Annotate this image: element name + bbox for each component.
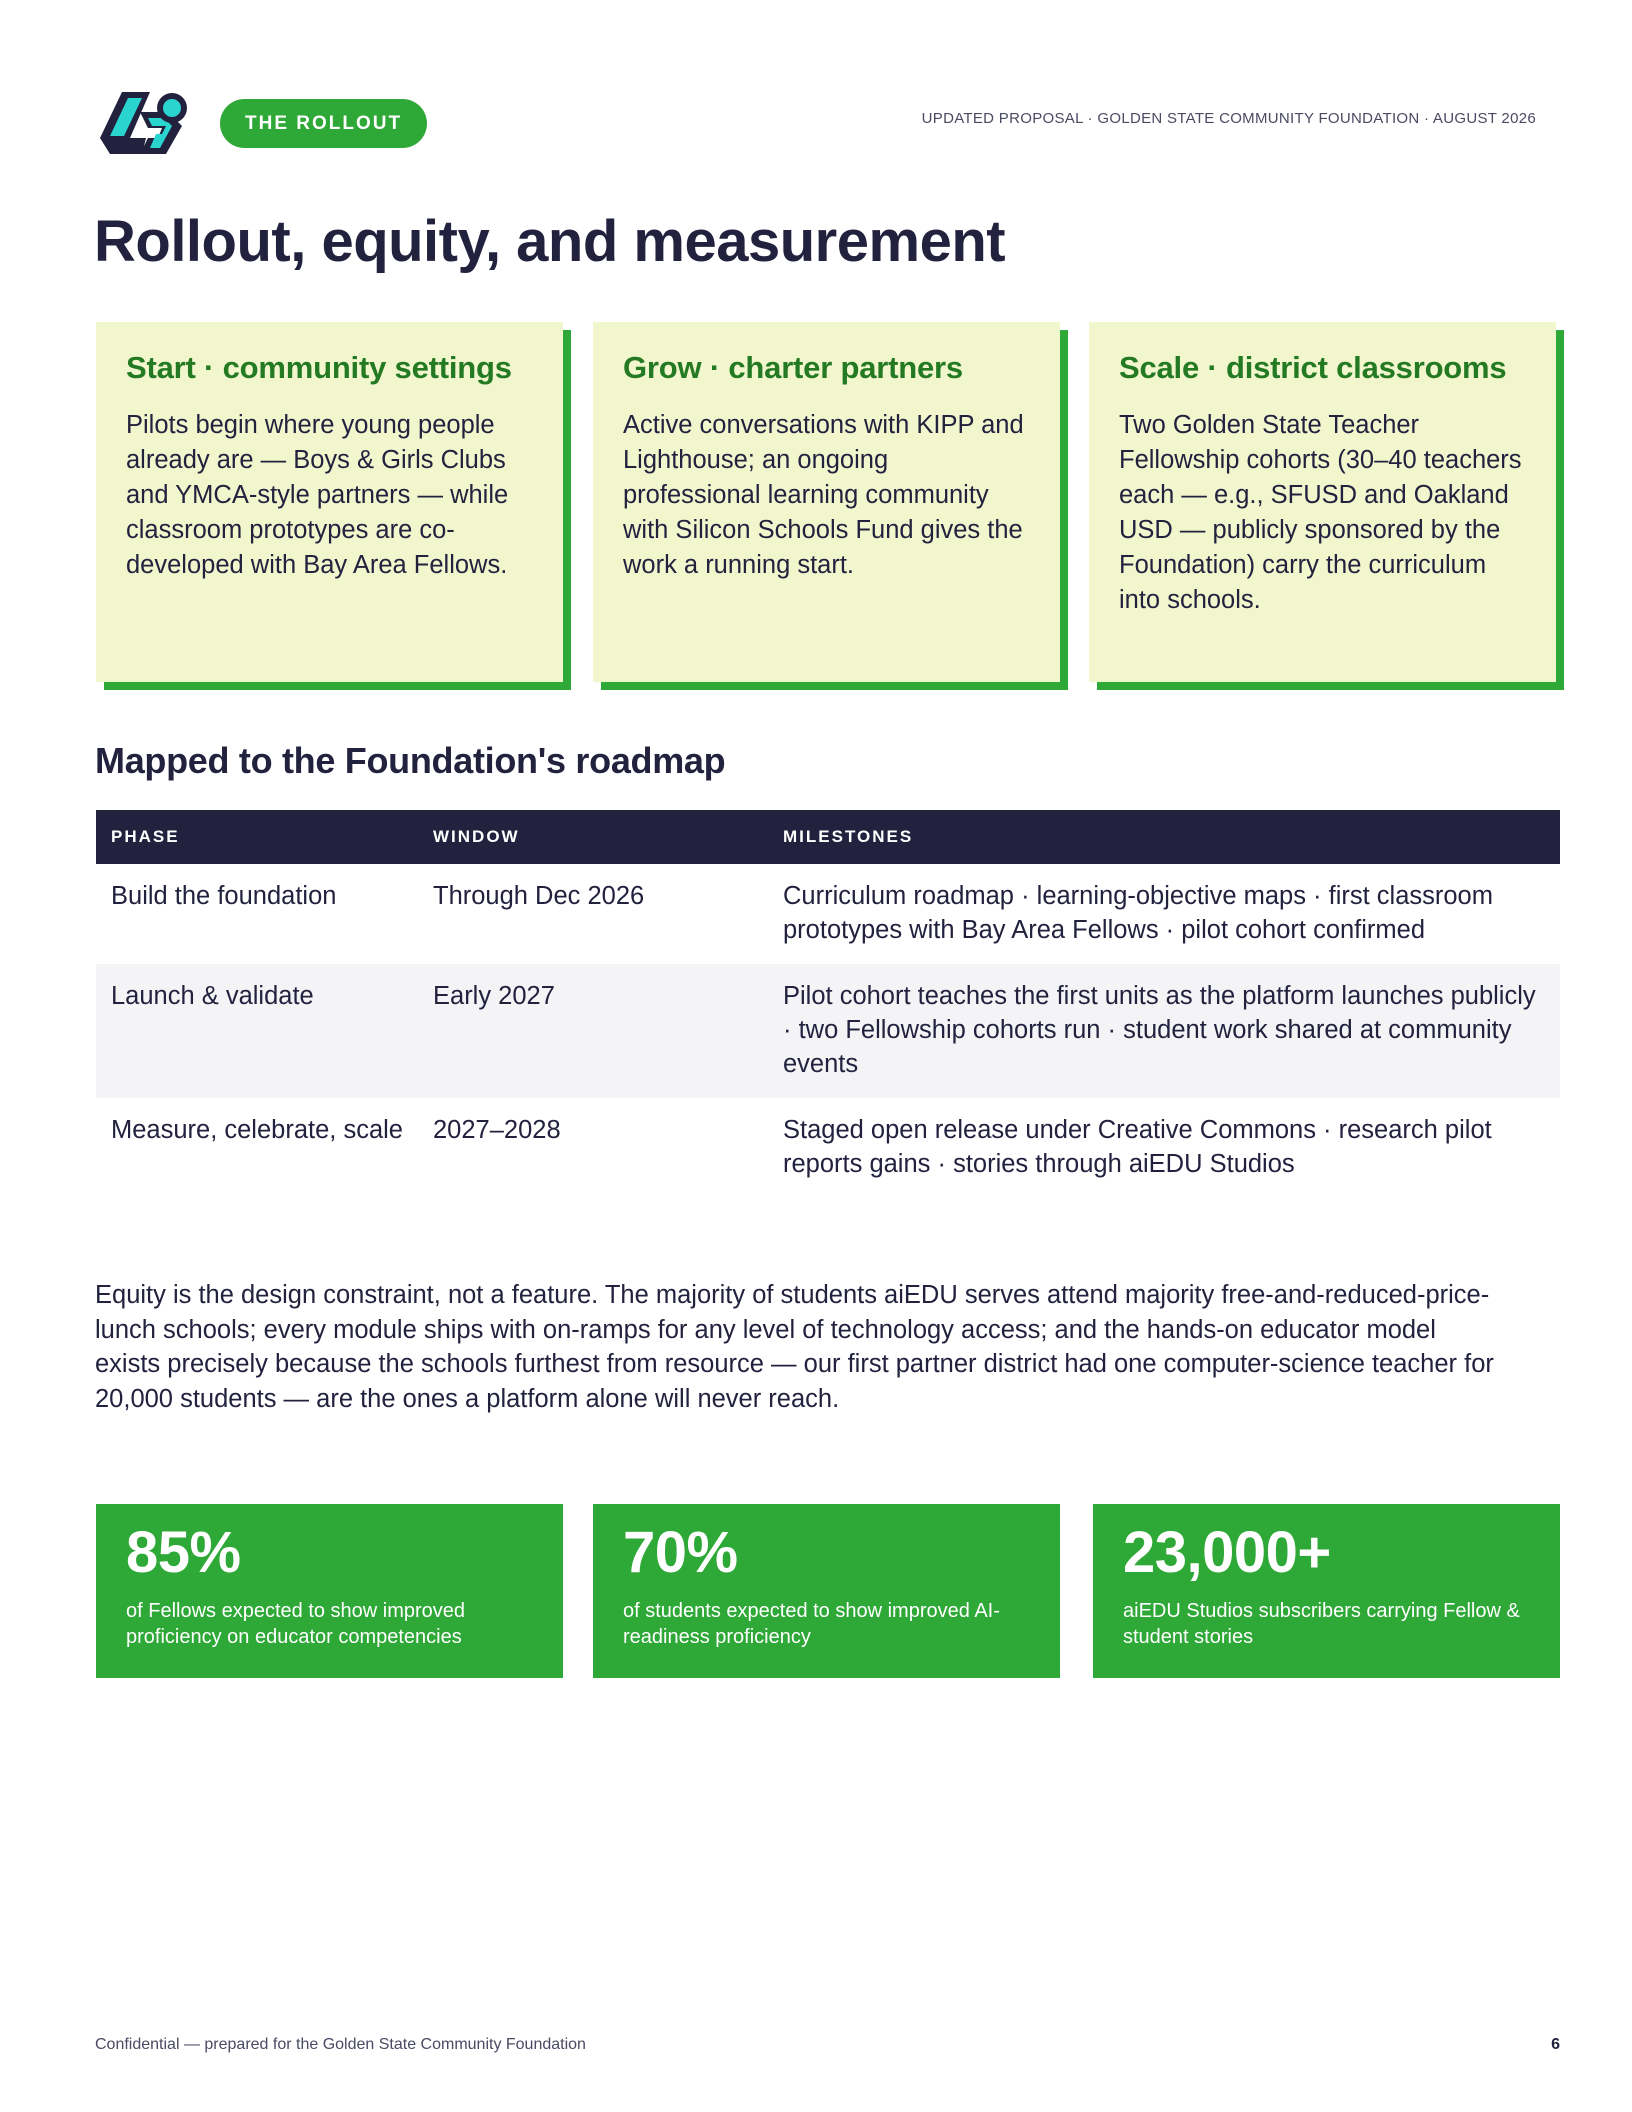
- stat-number: 23,000+: [1123, 1520, 1331, 1585]
- cell-phase: Launch & validate: [96, 964, 418, 1098]
- stat-number: 70%: [623, 1520, 738, 1585]
- card-body: Two Golden State Teacher Fellowship cohorts (30–40 teachers each — e.g., SFUSD and Oakland USD — publicly sponsored by the Foundation) carry the curriculum into schools.: [1119, 411, 1522, 614]
- card-heading: Grow · charter partners: [623, 350, 963, 385]
- stats-row: [96, 1504, 1560, 1678]
- card-scale: [1089, 322, 1556, 682]
- stat-label: of students expected to show improved AI-readiness proficiency: [623, 1600, 1000, 1648]
- table-row: [96, 864, 1560, 964]
- cell-window: Through Dec 2026: [433, 882, 645, 910]
- card-heading: Start · community settings: [126, 350, 512, 385]
- cell-milestones: Curriculum roadmap · learning-objective maps · first classroom prototypes with Bay Area Fellows · pilot cohort confirmed: [783, 882, 1493, 944]
- card-body: Pilots begin where young people already are — Boys & Girls Clubs and YMCA-style partners — while classroom prototypes are co-developed with Bay Area Fellows.: [126, 411, 509, 579]
- cell-window: 2027–2028: [433, 1116, 561, 1144]
- column-header-window: WINDOW: [418, 810, 768, 864]
- stat-number: 85%: [126, 1520, 241, 1585]
- roadmap-table: [96, 810, 1560, 1198]
- table-header-row: [96, 810, 1560, 864]
- stat-label: aiEDU Studios subscribers carrying Fellow & student stories: [1123, 1600, 1520, 1648]
- table-row: [96, 1098, 1560, 1198]
- cell-phase: Build the foundation: [111, 882, 337, 910]
- stat-card-students: [593, 1504, 1060, 1678]
- cell-milestones: Pilot cohort teaches the first units as the platform launches publicly · two Fellowship cohorts run · student work shared at community events: [768, 964, 1560, 1098]
- stat-card-fellows: [96, 1504, 563, 1678]
- equity-paragraph: Equity is the design constraint, not a feature. The majority of students aiEDU serves attend majority free-and-reduced-price-lunch schools; every module ships with on-ramps for any level of technology access; and the hands-on educator model exists precisely because the schools furthest from resource — our first partner district had one computer-science teacher for 20,000 students — are the ones a platform alone will never reach.: [95, 1281, 1494, 1413]
- footer-confidential: Confidential — prepared for the Golden State Community Foundation: [95, 2036, 586, 2053]
- cell-window: Early 2027: [418, 964, 768, 1098]
- rollout-cards: [96, 322, 1560, 690]
- page-header: [96, 88, 1536, 160]
- card-grow: [593, 322, 1060, 682]
- roadmap-heading: Mapped to the Foundation's roadmap: [95, 740, 726, 781]
- stat-card-subscribers: [1093, 1504, 1560, 1678]
- aiedu-logo-icon: [96, 88, 188, 160]
- card-body: Active conversations with KIPP and Lighthouse; an ongoing professional learning community with Silicon Schools Fund gives the work a running start.: [623, 411, 1024, 579]
- stat-label: of Fellows expected to show improved proficiency on educator competencies: [126, 1600, 466, 1648]
- column-header-milestones: MILESTONES: [768, 810, 1560, 864]
- section-pill: THE ROLLOUT: [220, 99, 427, 148]
- card-heading: Scale · district classrooms: [1119, 350, 1507, 385]
- cell-phase: Measure, celebrate, scale: [111, 1116, 403, 1144]
- cell-milestones: Staged open release under Creative Commons · research pilot reports gains · stories through aiEDU Studios: [783, 1116, 1492, 1178]
- column-header-phase: PHASE: [96, 810, 418, 864]
- header-meta: UPDATED PROPOSAL · GOLDEN STATE COMMUNITY FOUNDATION · AUGUST 2026: [921, 110, 1536, 127]
- page-number: 6: [1551, 2036, 1560, 2053]
- table-row: [96, 964, 1560, 1098]
- card-start: [96, 322, 563, 682]
- page-title: Rollout, equity, and measurement: [94, 209, 1006, 274]
